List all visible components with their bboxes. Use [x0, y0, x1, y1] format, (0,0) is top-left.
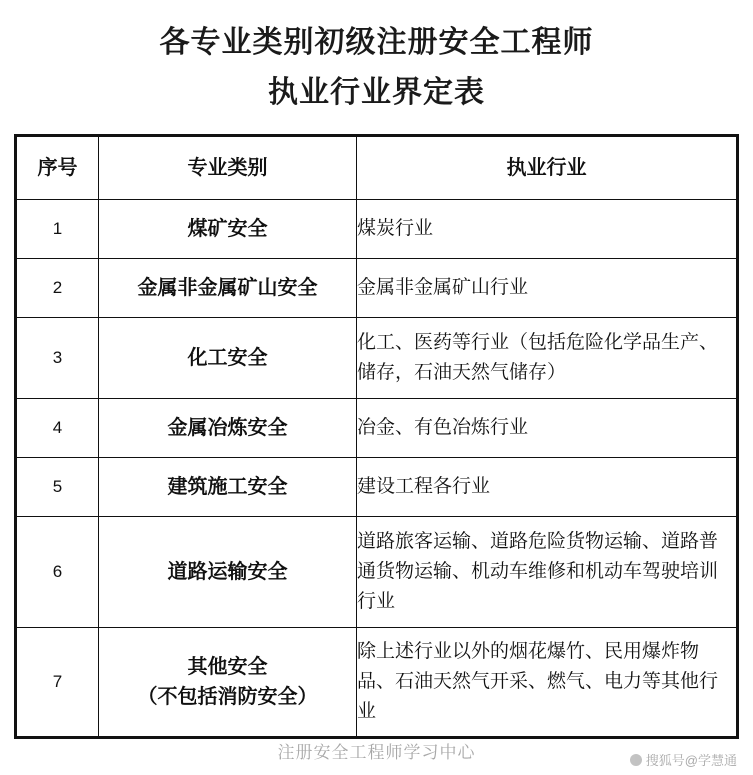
- row-no: 1: [17, 200, 99, 259]
- table-row: [17, 259, 737, 318]
- row-category: [99, 628, 357, 737]
- row-industry: 化工、医药等行业（包括危险化学品生产、储存，石油天然气储存）: [357, 318, 737, 399]
- row-no: 5: [17, 458, 99, 517]
- row-industry: 冶金、有色冶炼行业: [357, 399, 737, 458]
- table-header-row: [17, 137, 737, 200]
- watermark-center: 注册安全工程师学习中心: [277, 743, 476, 762]
- header-industry: 执业行业: [357, 137, 737, 200]
- table-row: [17, 399, 737, 458]
- row-no: 6: [17, 517, 99, 628]
- row-industry: 道路旅客运输、道路危险货物运输、道路普通货物运输、机动车维修和机动车驾驶培训行业: [357, 517, 737, 628]
- row-industry: 煤炭行业: [357, 200, 737, 259]
- definition-table: [14, 134, 739, 739]
- header-no: 序号: [17, 137, 99, 200]
- row-category: 化工安全: [99, 318, 357, 399]
- table-row: [17, 628, 737, 737]
- header-category: 专业类别: [99, 137, 357, 200]
- table-row: [17, 458, 737, 517]
- page-title: [0, 0, 753, 118]
- table-row: [17, 517, 737, 628]
- row-industry: 除上述行业以外的烟花爆竹、民用爆炸物品、石油天然气开采、燃气、电力等其他行业: [357, 628, 737, 737]
- watermark-corner-label: 搜狐号@学慧通: [645, 753, 737, 768]
- row-category-line2: （不包括消防安全）: [137, 686, 318, 708]
- row-category: 金属非金属矿山安全: [99, 259, 357, 318]
- row-no: 4: [17, 399, 99, 458]
- row-no: 7: [17, 628, 99, 737]
- watermark-corner: [630, 750, 737, 769]
- title-line-2: 执业行业界定表: [268, 76, 485, 109]
- row-no: 3: [17, 318, 99, 399]
- sohu-logo-icon: [630, 754, 642, 766]
- title-line-1: 各专业类别初级注册安全工程师: [159, 26, 594, 59]
- table-row: [17, 200, 737, 259]
- row-industry: 金属非金属矿山行业: [357, 259, 737, 318]
- table-row: [17, 318, 737, 399]
- row-no: 2: [17, 259, 99, 318]
- row-industry: 建设工程各行业: [357, 458, 737, 517]
- row-category: 建筑施工安全: [99, 458, 357, 517]
- row-category: 煤矿安全: [99, 200, 357, 259]
- row-category: 道路运输安全: [99, 517, 357, 628]
- row-category: 金属冶炼安全: [99, 399, 357, 458]
- row-category-line1: 其他安全: [187, 656, 268, 678]
